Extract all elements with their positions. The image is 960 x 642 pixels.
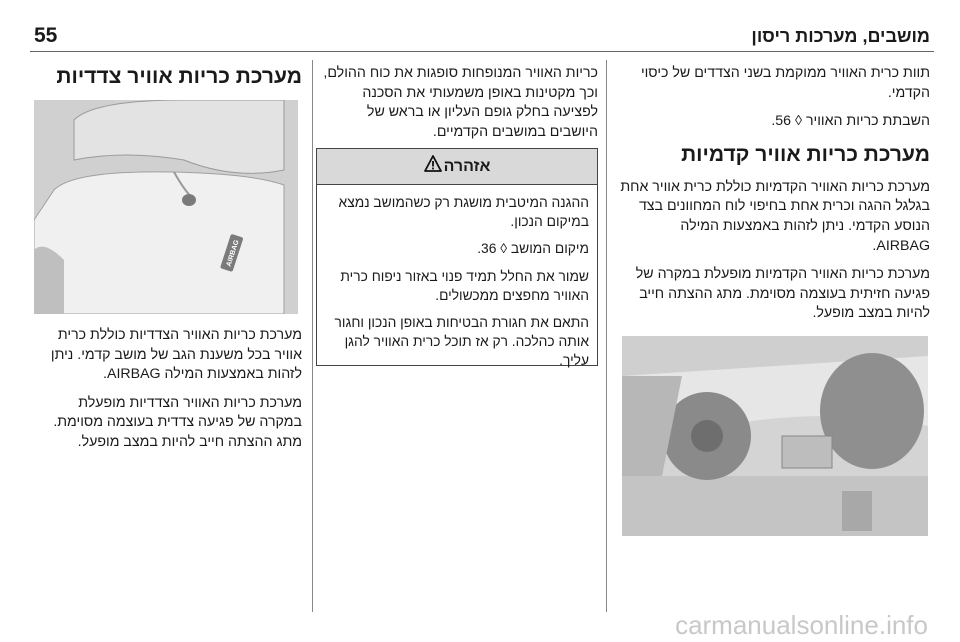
left-column [34,326,302,462]
heading-front-airbags: מערכת כריות אוויר קדמיות [681,142,930,166]
header-title: מושבים, מערכות ריסון [751,26,930,46]
seat-airbag-label: AIRBAG [225,239,241,268]
column-divider-left [312,60,313,612]
right-column [620,64,930,333]
middle-column [320,64,598,151]
right-para-3: מערכת כריות האוויר הקדמיות כוללת כרית אוויר אחת בגלגל ההגה וכרית אחת בחיפוי לוח המחוונים בצד הנוסע הקדמי. ניתן לזהות באמצעות המילה AIRBAG. [620,178,930,254]
front-airbags-dashboard-illustration [622,336,928,536]
heading-side-airbags: מערכת כריות אוויר צדדיות [56,65,302,88]
warning-para-1: ההגנה המיטבית מושגת רק כשהמושב נמצא במיקום הנכון. [338,195,589,230]
page-header [30,22,934,52]
right-para-1: תוות כרית האוויר ממוקמת בשני הצדדים של כיסוי הקדמי. [640,65,930,101]
middle-para-1: כריות האוויר המנופחות סופגות את כוח ההולם, וכך מקטינות באופן משמעותי את הסכנה לפציעה בחלק גופם העליון או בראש של היושבים במושבים הקדמיים. [323,65,598,140]
warning-para-2: מיקום המושב ◊ 36. [477,241,589,257]
warning-triangle-icon [424,155,442,177]
warning-header [317,149,597,185]
right-para-2: השבתת כריות האוויר ◊ 56. [771,113,930,130]
warning-para-4: התאם את חגורת הבטיחות באופן הנכון וחגור אותה כהלכה. רק אז תוכל כרית האוויר להגן עליך. [334,315,589,369]
seat-airbag-figure [34,100,298,314]
warning-box [316,148,598,369]
column-divider-right [606,60,607,612]
page-number: 55 [34,24,58,47]
right-para-4: מערכת כריות האוויר הקדמיות מופעלת במקרה של פגיעה חזיתית בעוצמה מסוימת. מתג ההצתה חייב להיות במצב מופעל. [635,266,930,322]
dashboard-airbag-figure [622,336,928,536]
warning-para-3: שמור את החלל תמיד פנוי באזור ניפוח כרית האוויר מחפצים ממכשולים. [340,268,589,303]
warning-body [317,185,597,371]
header-rule [30,51,934,52]
left-para-2: מערכת כריות האוויר הצדדיות מופעלת במקרה של פגיעה צדדית בעוצמה מסוימת. מתג ההצתה חייב להיות במצב מופעל. [53,394,302,450]
left-column-top [34,64,302,100]
left-para-1: מערכת כריות האוויר הצדדיות כוללת כרית אוויר בכל משענת הגב של מושב קדמי. ניתן לזהות באמצעות המילה AIRBAG. [50,327,302,383]
watermark: carmanualsonline.info [675,610,928,640]
side-airbag-seat-illustration [34,100,298,314]
warning-title: אזהרה [443,157,491,175]
